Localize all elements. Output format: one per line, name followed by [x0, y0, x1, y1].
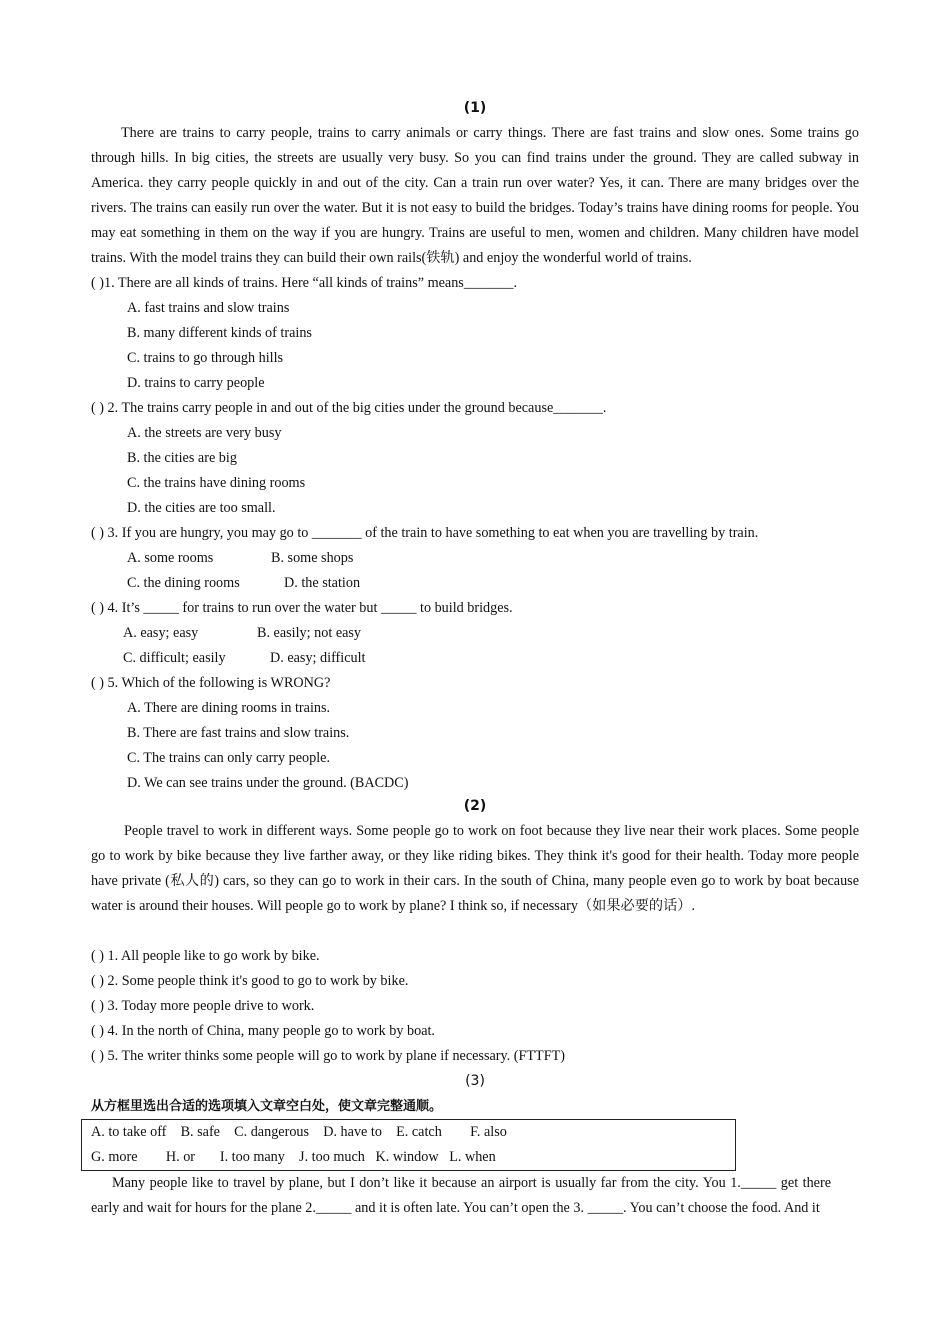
question-5-option-c: C. The trains can only carry people. — [127, 750, 331, 766]
statement-5: ( ) 5. The writer thinks some people will go to work by plane if necessary. (FTTFT) — [91, 1048, 565, 1064]
question-3-options-row-2 — [91, 571, 859, 596]
section-3-heading: (3) — [465, 1073, 485, 1089]
question-5-option-a: A. There are dining rooms in trains. — [127, 700, 331, 716]
question-1-option-b: B. many different kinds of trains — [127, 325, 312, 341]
word-bank-row-2: G. more H. or I. too many J. too much K. window L. when — [91, 1149, 496, 1165]
statement-3: ( ) 3. Today more people drive to work. — [91, 998, 315, 1014]
section-1-passage: There are trains to carry people, trains to carry animals or carry things. There are fast trains and slow ones. Some trains go through hills. In big cities, the streets are usually very busy. So you can find trains under the ground. They are called subway in America. they carry people quickly in and out of the city. Can a train run over water? Yes, it can. There are many bridges over the rivers. The trains can easily run over the water. But it is not easy to build the bridges. Today’s trains have dining rooms for people. You may eat something in them on the way if you are hungry. Trains are useful to men, women and children. Many children have model trains. With the model trains they can build their own rails(铁轨) and enjoy the wonderful world of trains. — [91, 125, 859, 266]
question-4-option-a: A. easy; easy — [123, 625, 199, 641]
question-3-options-row-1 — [91, 546, 859, 571]
question-3-option-c: C. the dining rooms — [127, 575, 240, 591]
question-2-option-c: C. the trains have dining rooms — [127, 475, 306, 491]
question-2-option-a: A. the streets are very busy — [127, 425, 282, 441]
section-2-heading: (2) — [463, 798, 487, 814]
question-1-option-c: C. trains to go through hills — [127, 350, 284, 366]
question-4-options-row-1 — [91, 621, 859, 646]
question-4-options-row-2 — [91, 646, 859, 671]
section-3-instruction: 从方框里选出合适的选项填入文章空白处，使文章完整通顺。 — [91, 1099, 443, 1114]
section-1-heading: (1) — [463, 100, 487, 116]
section-3-passage: Many people like to travel by plane, but I don’t like it because an airport is usually far from the city. You 1._____ get there early and wait for hours for the plane 2._____ and it is often late. You can’t open the 3. _____. You can’t choose the food. And it — [91, 1175, 831, 1216]
question-4-option-d: D. easy; difficult — [270, 650, 366, 666]
question-4: ( ) 4. It’s _____ for trains to run over the water but _____ to build bridges. — [91, 600, 513, 616]
question-3-option-b: B. some shops — [271, 550, 354, 566]
word-bank-box — [81, 1119, 736, 1171]
word-bank-row-1: A. to take off B. safe C. dangerous D. have to E. catch F. also — [91, 1124, 507, 1140]
question-4-option-c: C. difficult; easily — [123, 650, 226, 666]
question-3-option-d: D. the station — [284, 575, 361, 591]
question-2-option-b: B. the cities are big — [127, 450, 237, 466]
document-page — [91, 96, 859, 1221]
question-4-option-b: B. easily; not easy — [257, 625, 362, 641]
statement-2: ( ) 2. Some people think it's good to go to work by bike. — [91, 973, 409, 989]
question-2: ( ) 2. The trains carry people in and out of the big cities under the ground because_______. — [91, 400, 607, 416]
question-5-option-d: D. We can see trains under the ground. (BACDC) — [127, 775, 409, 791]
blank-line — [91, 919, 859, 944]
question-3-option-a: A. some rooms — [127, 550, 214, 566]
question-5-option-b: B. There are fast trains and slow trains. — [127, 725, 350, 741]
question-1-option-a: A. fast trains and slow trains — [127, 300, 290, 316]
statement-4: ( ) 4. In the north of China, many people go to work by boat. — [91, 1023, 435, 1039]
question-2-option-d: D. the cities are too small. — [127, 500, 276, 516]
question-5: ( ) 5. Which of the following is WRONG? — [91, 675, 331, 691]
statement-1: ( ) 1. All people like to go work by bike. — [91, 948, 320, 964]
question-3: ( ) 3. If you are hungry, you may go to _______ of the train to have something to eat when you are travelling by train. — [91, 525, 759, 541]
question-1-option-d: D. trains to carry people — [127, 375, 265, 391]
section-2-passage: People travel to work in different ways. Some people go to work on foot because they live near their work places. Some people go to work by bike because they live farther away, or they like riding bikes. They think it's good for their health. Today more people have private (私人的) cars, so they can go to work in their cars. In the south of China, many people even go to work by boat because water is around their houses. Will people go to work by plane? I think so, if necessary（如果必要的话）. — [91, 823, 859, 914]
question-1: ( )1. There are all kinds of trains. Here “all kinds of trains” means_______. — [91, 275, 518, 291]
